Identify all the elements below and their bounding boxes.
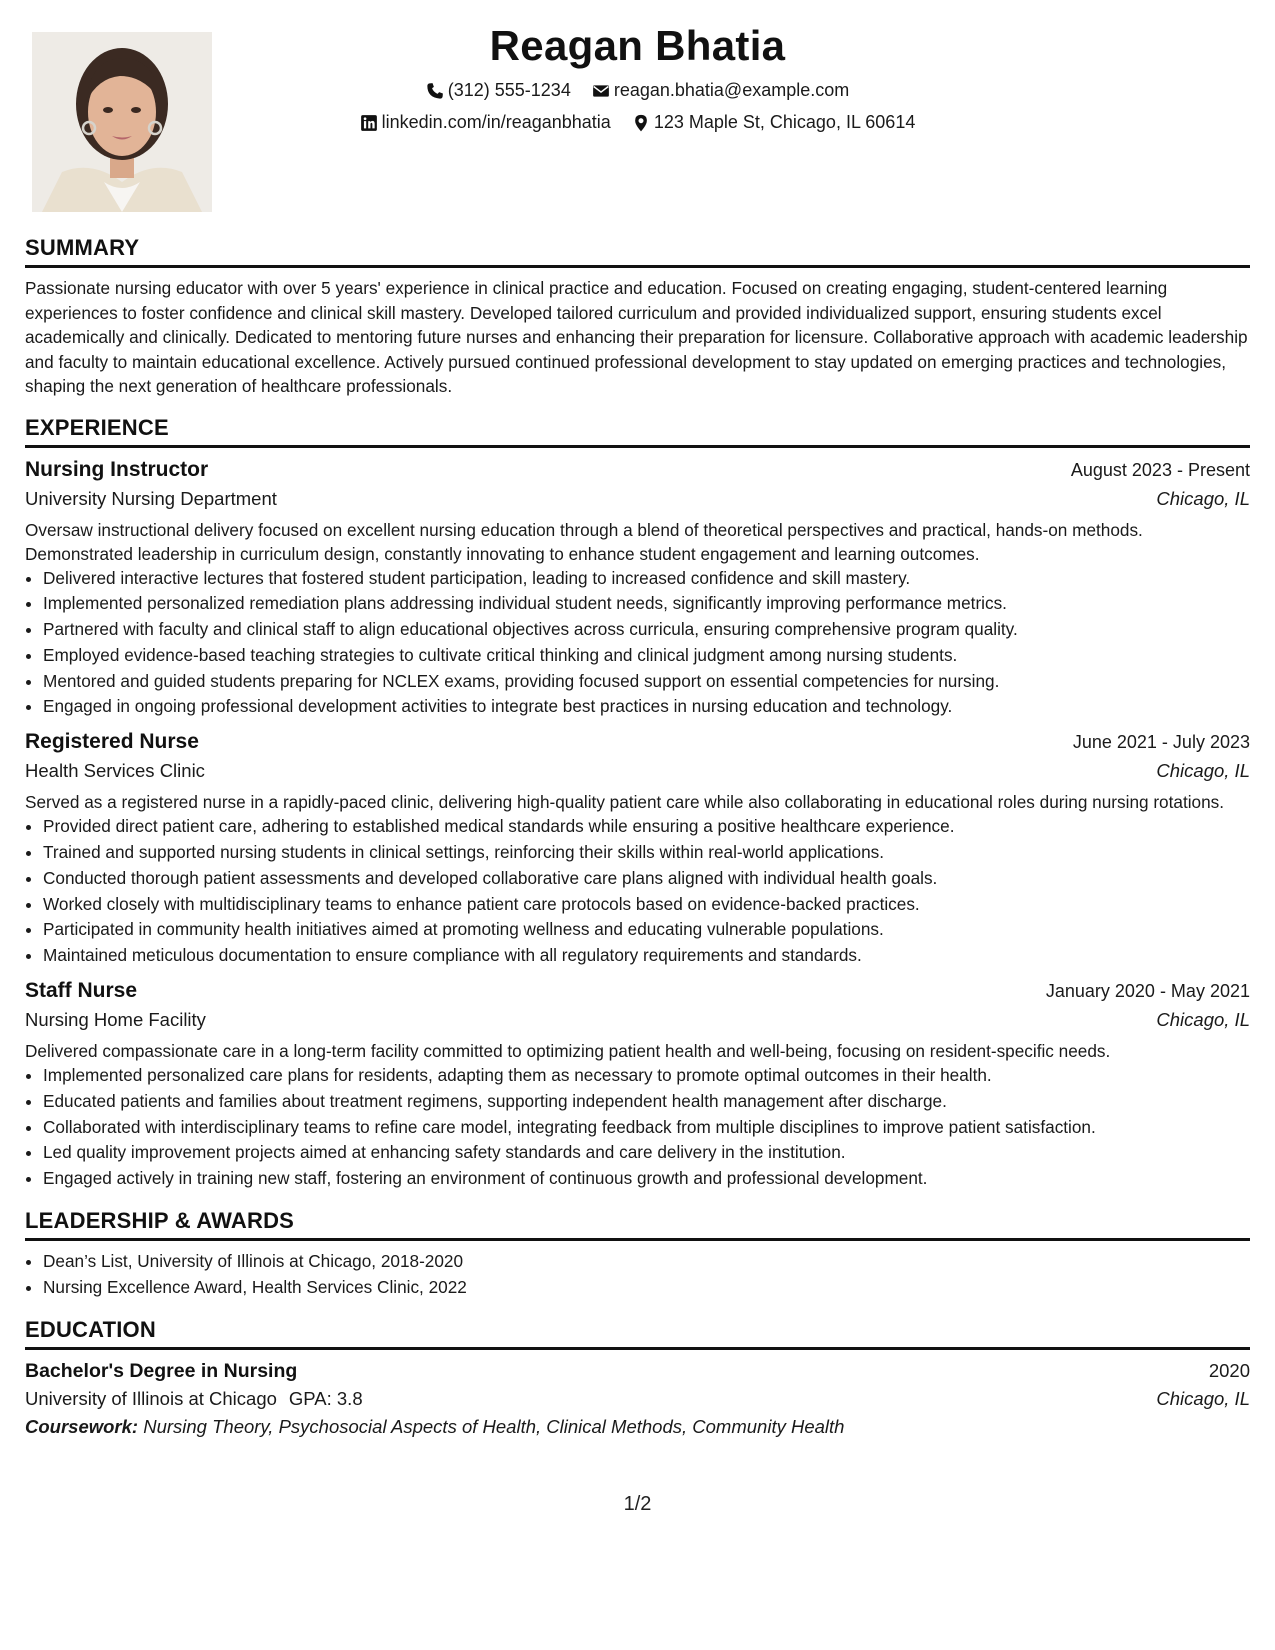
resume-page (25, 0, 1250, 1438)
page-number: 1/2 (623, 1493, 652, 1515)
job-bullets (25, 566, 1250, 721)
linkedin-url: linkedin.com/in/reaganbhatia (381, 112, 611, 132)
education-section (25, 1317, 1250, 1438)
contact-row-primary (25, 80, 1250, 105)
awards-heading: LEADERSHIP & AWARDS (25, 1208, 1250, 1241)
job-bullets (25, 814, 1250, 969)
envelope-icon (592, 82, 610, 100)
job-dates: August 2023 - Present (1070, 459, 1250, 480)
bullet-item: • Employed evidence-based teaching strategies to cultivate critical thinking and clinical judgment among nursing students. (43, 643, 1250, 669)
summary-section (25, 235, 1250, 399)
education-heading: EDUCATION (25, 1317, 1250, 1350)
bullet-item: • Maintained meticulous documentation to ensure compliance with all regulatory requirements and standards. (43, 943, 1250, 969)
job-organization: Health Services Clinic (25, 760, 205, 782)
summary-heading: SUMMARY (25, 235, 1250, 268)
coursework-list: Nursing Theory, Psychosocial Aspects of Health, Clinical Methods, Community Health (143, 1415, 845, 1437)
bullet-item: • Engaged in ongoing professional development activities to integrate best practices in nursing education and technology. (43, 694, 1250, 720)
job-entry (25, 730, 1250, 969)
map-pin-icon (632, 114, 650, 132)
resume-header (25, 0, 1250, 215)
graduation-year: 2020 (1208, 1359, 1250, 1381)
coursework-label: Coursework: (25, 1415, 139, 1437)
job-dates: June 2021 - July 2023 (1072, 732, 1250, 753)
experience-heading: EXPERIENCE (25, 415, 1250, 448)
job-description: Served as a registered nurse in a rapidly-paced clinic, delivering high-quality patient care while also collaborating in educational roles during nursing rotations. (25, 792, 1225, 813)
street-address: 123 Maple St, Chicago, IL 60614 (653, 112, 916, 132)
job-location: Chicago, IL (1156, 760, 1250, 782)
linkedin-icon (360, 114, 378, 132)
experience-section (25, 415, 1250, 1193)
job-organization: Nursing Home Facility (25, 1009, 206, 1031)
bullet-item: • Provided direct patient care, adhering to established medical standards while ensuring a positive healthcare experience. (43, 814, 1250, 840)
job-location: Chicago, IL (1156, 1009, 1250, 1031)
education-location: Chicago, IL (1156, 1387, 1250, 1409)
email-contact[interactable] (592, 80, 849, 101)
gpa-value: GPA: 3.8 (288, 1387, 363, 1409)
bullet-item: • Delivered interactive lectures that fostered student participation, leading to increased confidence and skill mastery. (43, 566, 1250, 592)
email-address: reagan.bhatia@example.com (613, 80, 850, 100)
contact-row-secondary (25, 112, 1250, 137)
bullet-item: • Worked closely with multidisciplinary teams to enhance patient care protocols based on evidence-backed practices. (43, 892, 1250, 918)
bullet-item: • Conducted thorough patient assessments and developed collaborative care plans aligned with individual health goals. (43, 866, 1250, 892)
institution-name: University of Illinois at Chicago (25, 1387, 277, 1409)
job-description: Oversaw instructional delivery focused on excellent nursing education through a blend of theoretical perspectives and practical, hands-on methods. Demonstrated leadership in curriculum design, constantly innovating to enhance student engagement and learning outcomes. (25, 519, 1143, 564)
education-entry (25, 1360, 1250, 1438)
bullet-item: • Trained and supported nursing students in clinical settings, reinforcing their skills within real-world applications. (43, 840, 1250, 866)
job-title: Nursing Instructor (25, 457, 209, 481)
bullet-item: • Implemented personalized care plans for residents, adapting them as necessary to promote optimal outcomes in their health. (43, 1063, 1250, 1089)
linkedin-contact[interactable] (360, 112, 611, 133)
bullet-item: • Led quality improvement projects aimed at enhancing safety standards and care delivery in the institution. (43, 1140, 1250, 1166)
job-title: Registered Nurse (25, 730, 199, 754)
job-entry (25, 458, 1250, 721)
job-bullets (25, 1063, 1250, 1192)
bullet-item: • Collaborated with interdisciplinary teams to refine care model, integrating feedback from multiple disciplines to improve patient satisfaction. (43, 1115, 1250, 1141)
job-dates: January 2020 - May 2021 (1045, 981, 1250, 1002)
address-contact (632, 112, 916, 133)
candidate-name: Reagan Bhatia (489, 22, 786, 69)
awards-section (25, 1208, 1250, 1301)
bullet-item: • Implemented personalized remediation plans addressing individual student needs, significantly improving performance metrics. (43, 591, 1250, 617)
awards-list (25, 1249, 1250, 1301)
job-description: Delivered compassionate care in a long-term facility committed to optimizing patient health and well-being, focusing on resident-specific needs. (25, 1041, 1111, 1062)
summary-text: Passionate nursing educator with over 5 years' experience in clinical practice and education. Focused on creating engaging, student-centered learning experiences to foster confidence and clinical skill mastery. Developed tailored curriculum and provided individualized support, ensuring students excel academically and clinically. Dedicated to mentoring future nurses and enhancing their preparation for licensure. Collaborative approach with academic leadership and faculty to maintain educational excellence. Actively pursued continued professional development to stay updated on emerging practices and technologies, shaping the next generation of healthcare professionals. (25, 278, 1248, 396)
job-organization: University Nursing Department (25, 487, 277, 509)
coursework-line (25, 1416, 1250, 1438)
phone-icon (426, 82, 444, 100)
award-item: • Dean’s List, University of Illinois at Chicago, 2018-2020 (43, 1249, 1250, 1275)
bullet-item: • Mentored and guided students preparing for NCLEX exams, providing focused support on essential competencies for nursing. (43, 669, 1250, 695)
degree-name: Bachelor's Degree in Nursing (25, 1359, 298, 1382)
job-title: Staff Nurse (25, 979, 138, 1003)
phone-contact[interactable] (426, 80, 571, 101)
bullet-item: • Partnered with faculty and clinical staff to align educational objectives across curricula, ensuring comprehensive program quality. (43, 617, 1250, 643)
bullet-item: • Educated patients and families about treatment regimens, supporting independent health management after discharge. (43, 1089, 1250, 1115)
bullet-item: • Engaged actively in training new staff, fostering an environment of continuous growth and professional development. (43, 1166, 1250, 1192)
job-location: Chicago, IL (1156, 487, 1250, 509)
phone-number: (312) 555-1234 (447, 80, 571, 100)
award-item: • Nursing Excellence Award, Health Services Clinic, 2022 (43, 1275, 1250, 1301)
job-entry (25, 979, 1250, 1192)
bullet-item: • Participated in community health initiatives aimed at promoting wellness and educating vulnerable populations. (43, 917, 1250, 943)
